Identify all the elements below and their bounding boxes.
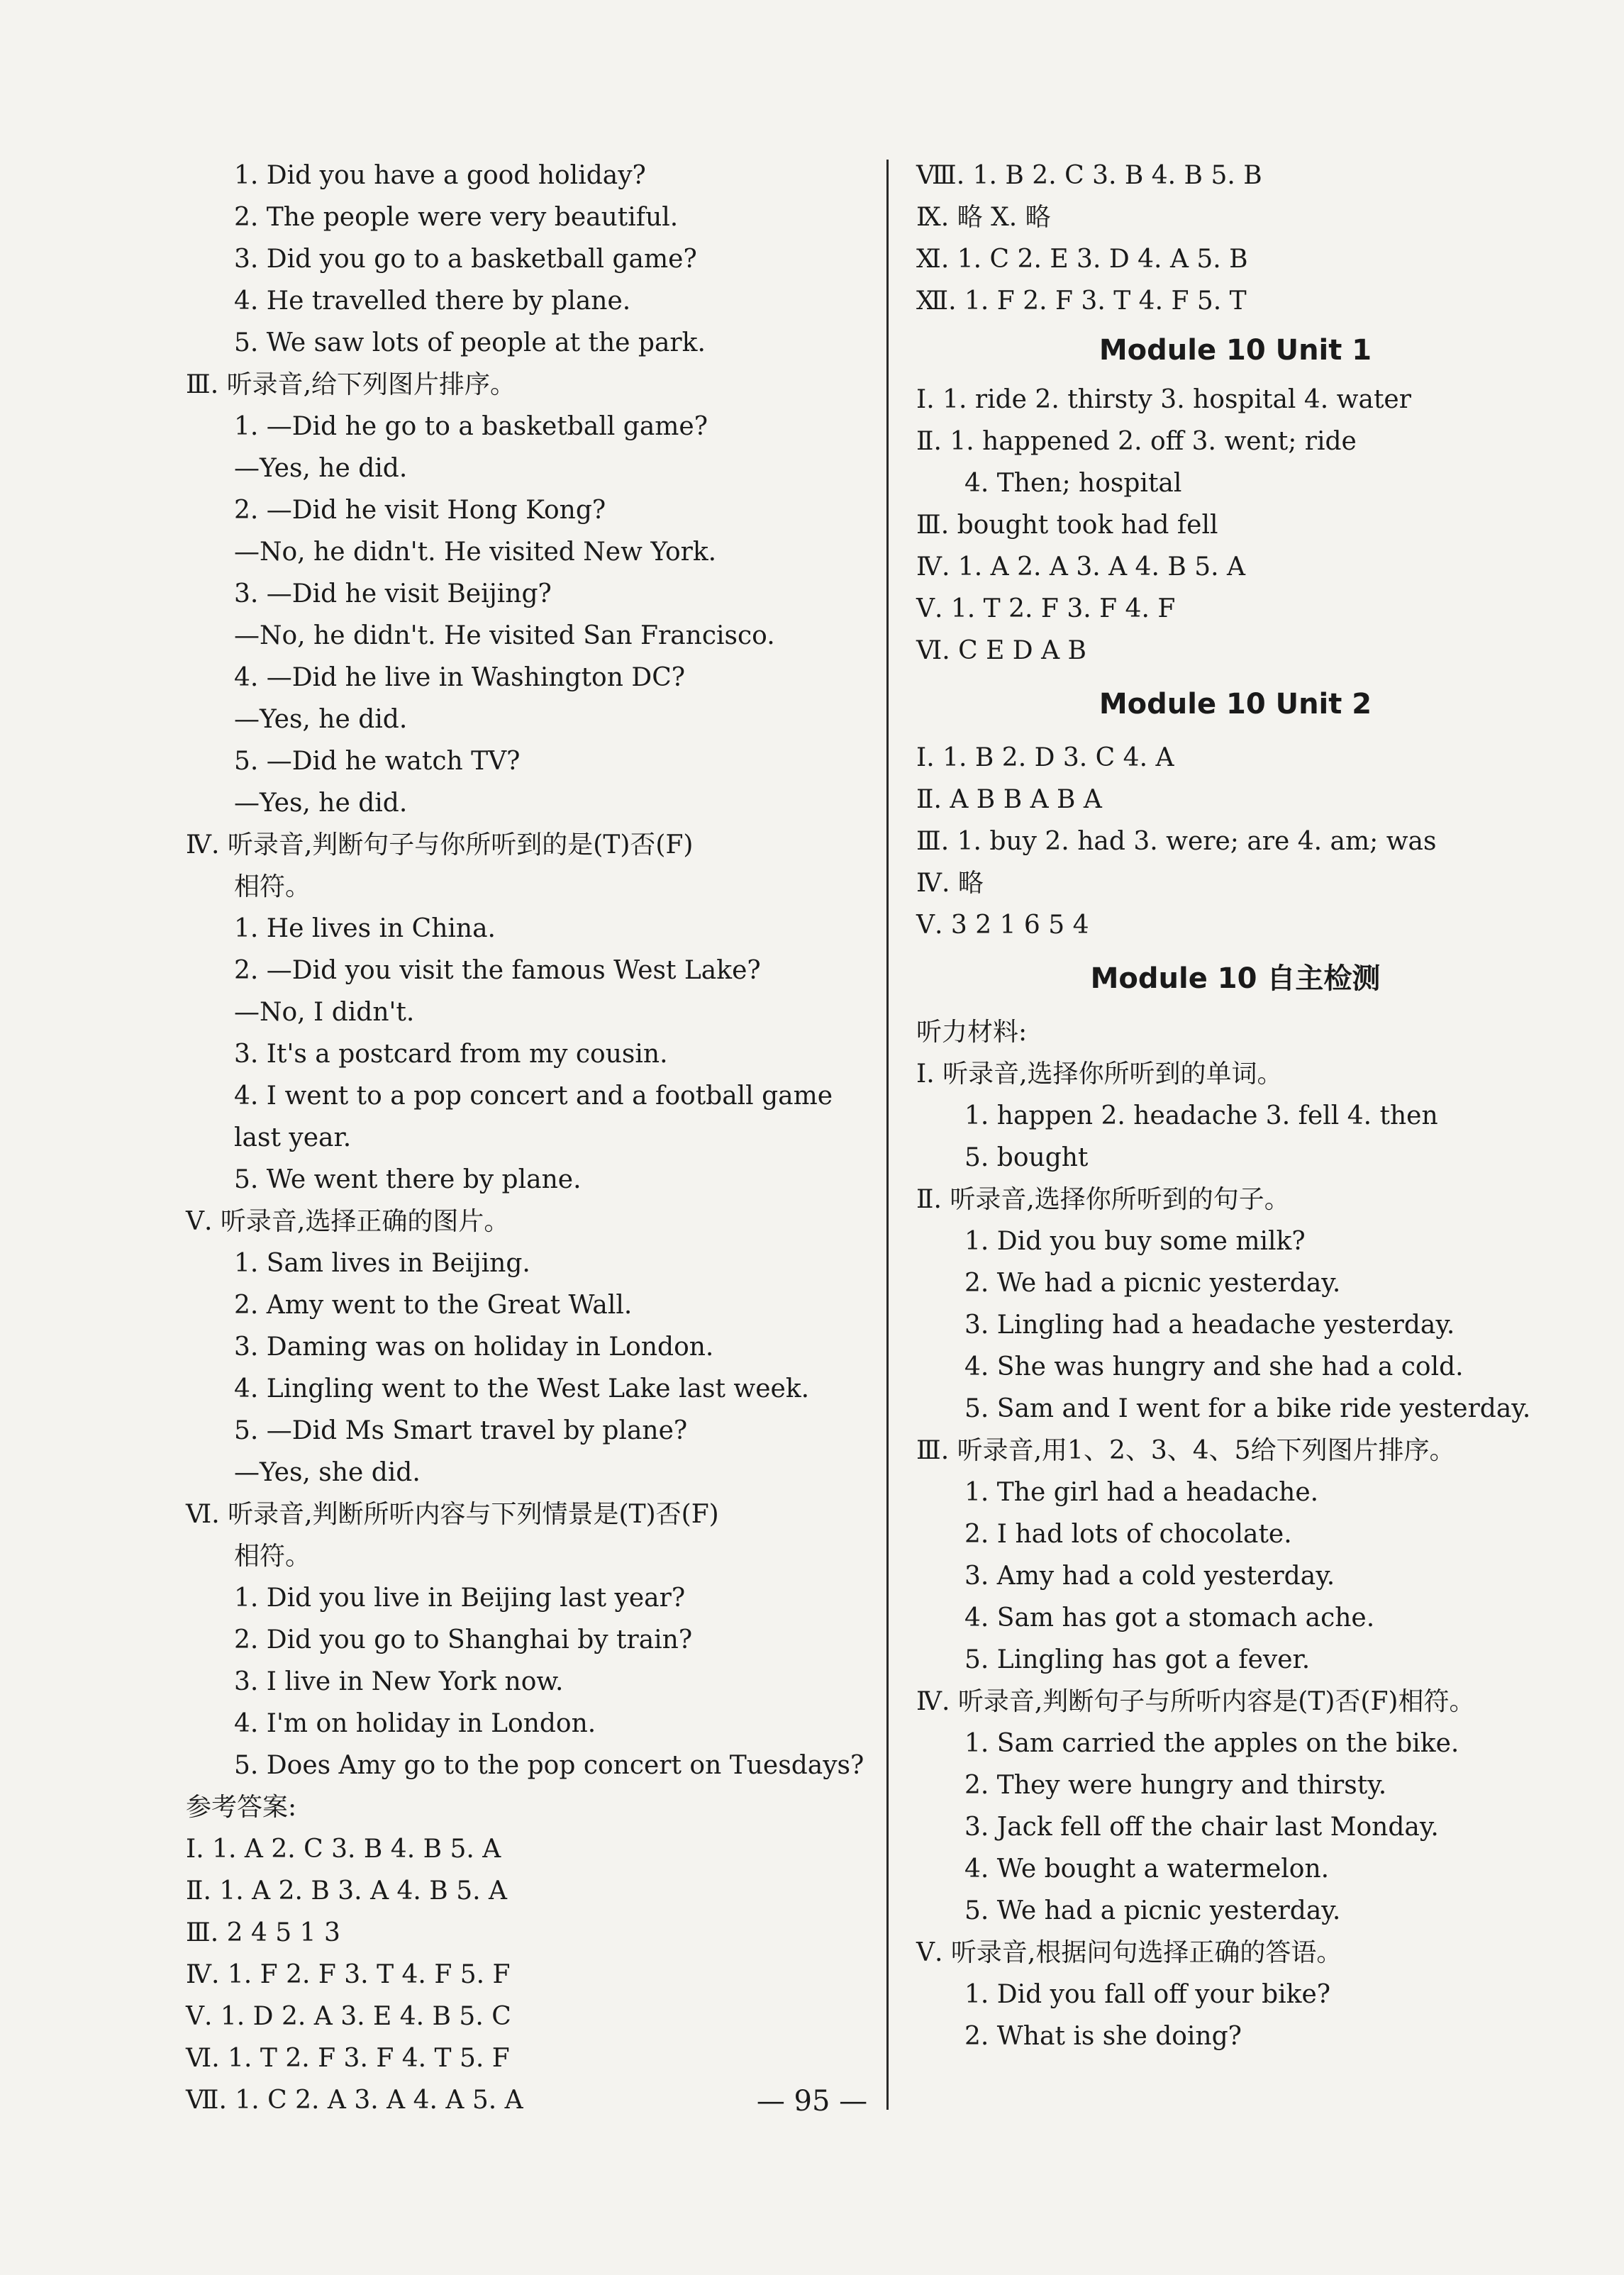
text-line: 相符。 — [234, 872, 311, 901]
text-line: 5. We went there by plane. — [234, 1165, 582, 1194]
text-line: 听力材料: — [916, 1018, 1028, 1047]
text-line: 4. Lingling went to the West Lake last week. — [234, 1374, 810, 1403]
text-line: Ⅵ. 1. T 2. F 3. F 4. T 5. F — [186, 2044, 510, 2073]
text-line: —No, he didn't. He visited New York. — [234, 538, 717, 567]
text-line: —Yes, he did. — [234, 454, 408, 483]
text-line: Ⅳ. 1. F 2. F 3. T 4. F 5. F — [186, 1960, 511, 1989]
text-line: 4. I'm on holiday in London. — [234, 1709, 596, 1738]
section-heading: Module 10 自主检测 — [1090, 962, 1381, 995]
text-line: 3. —Did he visit Beijing? — [234, 579, 552, 608]
text-line: 1. Did you have a good holiday? — [234, 161, 646, 190]
text-line: 5. Does Amy go to the pop concert on Tuesdays? — [234, 1751, 864, 1780]
text-line: —No, he didn't. He visited San Francisco. — [234, 621, 775, 650]
text-line: Ⅲ. 听录音,用1、2、3、4、5给下列图片排序。 — [916, 1436, 1455, 1465]
text-line: Ⅳ. 1. A 2. A 3. A 4. B 5. A — [916, 552, 1246, 582]
text-line: 1. —Did he go to a basketball game? — [234, 412, 708, 441]
text-line: 1. Sam lives in Beijing. — [234, 1249, 530, 1278]
right-column — [916, 155, 1555, 2057]
text-line: Ⅸ. 略 Ⅹ. 略 — [916, 203, 1051, 232]
text-line: 4. Sam has got a stomach ache. — [964, 1603, 1375, 1632]
text-line: 5. We saw lots of people at the park. — [234, 328, 706, 357]
text-line: 1. happen 2. headache 3. fell 4. then — [964, 1101, 1438, 1130]
text-line: Ⅲ. bought took had fell — [916, 511, 1218, 540]
text-line: Ⅳ. 听录音,判断句子与所听内容是(T)否(F)相符。 — [916, 1687, 1475, 1716]
text-line: 1. Did you fall off your bike? — [964, 1980, 1331, 2009]
column-divider — [886, 160, 889, 2110]
text-line: —Yes, he did. — [234, 705, 408, 734]
text-line: Ⅺ. 1. C 2. E 3. D 4. A 5. B — [916, 245, 1248, 274]
left-column — [186, 155, 870, 2121]
text-line: 3. It's a postcard from my cousin. — [234, 1040, 668, 1069]
text-line: Ⅱ. 1. A 2. B 3. A 4. B 5. A — [186, 1876, 507, 1906]
text-line: Ⅱ. 1. happened 2. off 3. went; ride — [916, 427, 1357, 456]
section-heading: Module 10 Unit 2 — [1099, 688, 1372, 721]
text-line: Ⅰ. 1. A 2. C 3. B 4. B 5. A — [186, 1835, 501, 1864]
text-line: 2. —Did you visit the famous West Lake? — [234, 956, 761, 985]
text-line: 5. Sam and I went for a bike ride yesterday. — [964, 1394, 1531, 1423]
text-line: 3. Daming was on holiday in London. — [234, 1333, 714, 1362]
text-line: 5. —Did Ms Smart travel by plane? — [234, 1416, 688, 1445]
text-line: Ⅰ. 1. ride 2. thirsty 3. hospital 4. water — [916, 385, 1411, 414]
text-line: 4. We bought a watermelon. — [964, 1854, 1330, 1884]
text-line: 2. What is she doing? — [964, 2022, 1242, 2051]
text-line: 2. The people were very beautiful. — [234, 203, 679, 232]
text-line: 1. The girl had a headache. — [964, 1478, 1319, 1507]
text-line: 3. I live in New York now. — [234, 1667, 564, 1696]
text-line: 5. —Did he watch TV? — [234, 747, 521, 776]
text-line: 4. Then; hospital — [964, 469, 1182, 498]
text-line: Ⅱ. A B B A B A — [916, 785, 1102, 814]
text-line: Ⅶ. 1. C 2. A 3. A 4. A 5. A — [186, 2086, 523, 2115]
text-line: Ⅷ. 1. B 2. C 3. B 4. B 5. B — [916, 161, 1262, 190]
text-line: Ⅰ. 1. B 2. D 3. C 4. A — [916, 743, 1174, 772]
text-line: Ⅰ. 听录音,选择你所听到的单词。 — [916, 1059, 1283, 1089]
text-line: 1. He lives in China. — [234, 914, 496, 943]
text-line: 5. bought — [964, 1143, 1089, 1172]
text-line: 1. Did you buy some milk? — [964, 1227, 1306, 1256]
text-line: Ⅲ. 2 4 5 1 3 — [186, 1918, 340, 1947]
text-line: Ⅱ. 听录音,选择你所听到的句子。 — [916, 1185, 1290, 1214]
text-line: 1. Sam carried the apples on the bike. — [964, 1729, 1459, 1758]
text-line: last year. — [234, 1123, 352, 1152]
text-line: Ⅴ. 1. D 2. A 3. E 4. B 5. C — [186, 2002, 511, 2031]
text-line: 2. We had a picnic yesterday. — [964, 1269, 1341, 1298]
text-line: 3. Lingling had a headache yesterday. — [964, 1311, 1455, 1340]
text-line: 相符。 — [234, 1542, 311, 1571]
text-line: —No, I didn't. — [234, 998, 415, 1027]
text-line: 2. —Did he visit Hong Kong? — [234, 496, 606, 525]
text-line: —Yes, she did. — [234, 1458, 421, 1487]
text-line: 参考答案: — [186, 1793, 297, 1822]
text-line: 2. Amy went to the Great Wall. — [234, 1291, 633, 1320]
text-line: 3. Did you go to a basketball game? — [234, 245, 697, 274]
text-line: 4. —Did he live in Washington DC? — [234, 663, 686, 692]
text-line: —Yes, he did. — [234, 789, 408, 818]
text-line: Ⅲ. 听录音,给下列图片排序。 — [186, 370, 516, 399]
page-number: — 95 — — [756, 2085, 868, 2118]
text-line: Ⅳ. 听录音,判断句子与你所听到的是(T)否(F) — [186, 830, 694, 860]
text-line: Ⅵ. 听录音,判断所听内容与下列情景是(T)否(F) — [186, 1500, 719, 1529]
text-line: Ⅴ. 3 2 1 6 5 4 — [916, 911, 1089, 940]
text-line: 1. Did you live in Beijing last year? — [234, 1584, 686, 1613]
text-line: Ⅵ. C E D A B — [916, 636, 1087, 665]
text-line: 5. We had a picnic yesterday. — [964, 1896, 1341, 1925]
text-line: Ⅻ. 1. F 2. F 3. T 4. F 5. T — [916, 287, 1247, 316]
text-line: 2. They were hungry and thirsty. — [964, 1771, 1387, 1800]
text-line: 4. He travelled there by plane. — [234, 287, 631, 316]
text-line: 2. I had lots of chocolate. — [964, 1520, 1292, 1549]
text-line: Ⅳ. 略 — [916, 869, 984, 898]
text-line: Ⅴ. 听录音,选择正确的图片。 — [186, 1207, 510, 1236]
text-line: 4. She was hungry and she had a cold. — [964, 1352, 1464, 1381]
text-line: 3. Jack fell off the chair last Monday. — [964, 1813, 1439, 1842]
text-line: 2. Did you go to Shanghai by train? — [234, 1625, 693, 1654]
text-line: Ⅲ. 1. buy 2. had 3. were; are 4. am; was — [916, 827, 1437, 856]
text-line: Ⅴ. 听录音,根据问句选择正确的答语。 — [916, 1938, 1342, 1967]
text-line: Ⅴ. 1. T 2. F 3. F 4. F — [916, 594, 1176, 623]
text-line: 4. I went to a pop concert and a football game — [234, 1081, 833, 1111]
section-heading: Module 10 Unit 1 — [1099, 334, 1372, 367]
text-line: 5. Lingling has got a fever. — [964, 1645, 1311, 1674]
text-line: 3. Amy had a cold yesterday. — [964, 1562, 1335, 1591]
